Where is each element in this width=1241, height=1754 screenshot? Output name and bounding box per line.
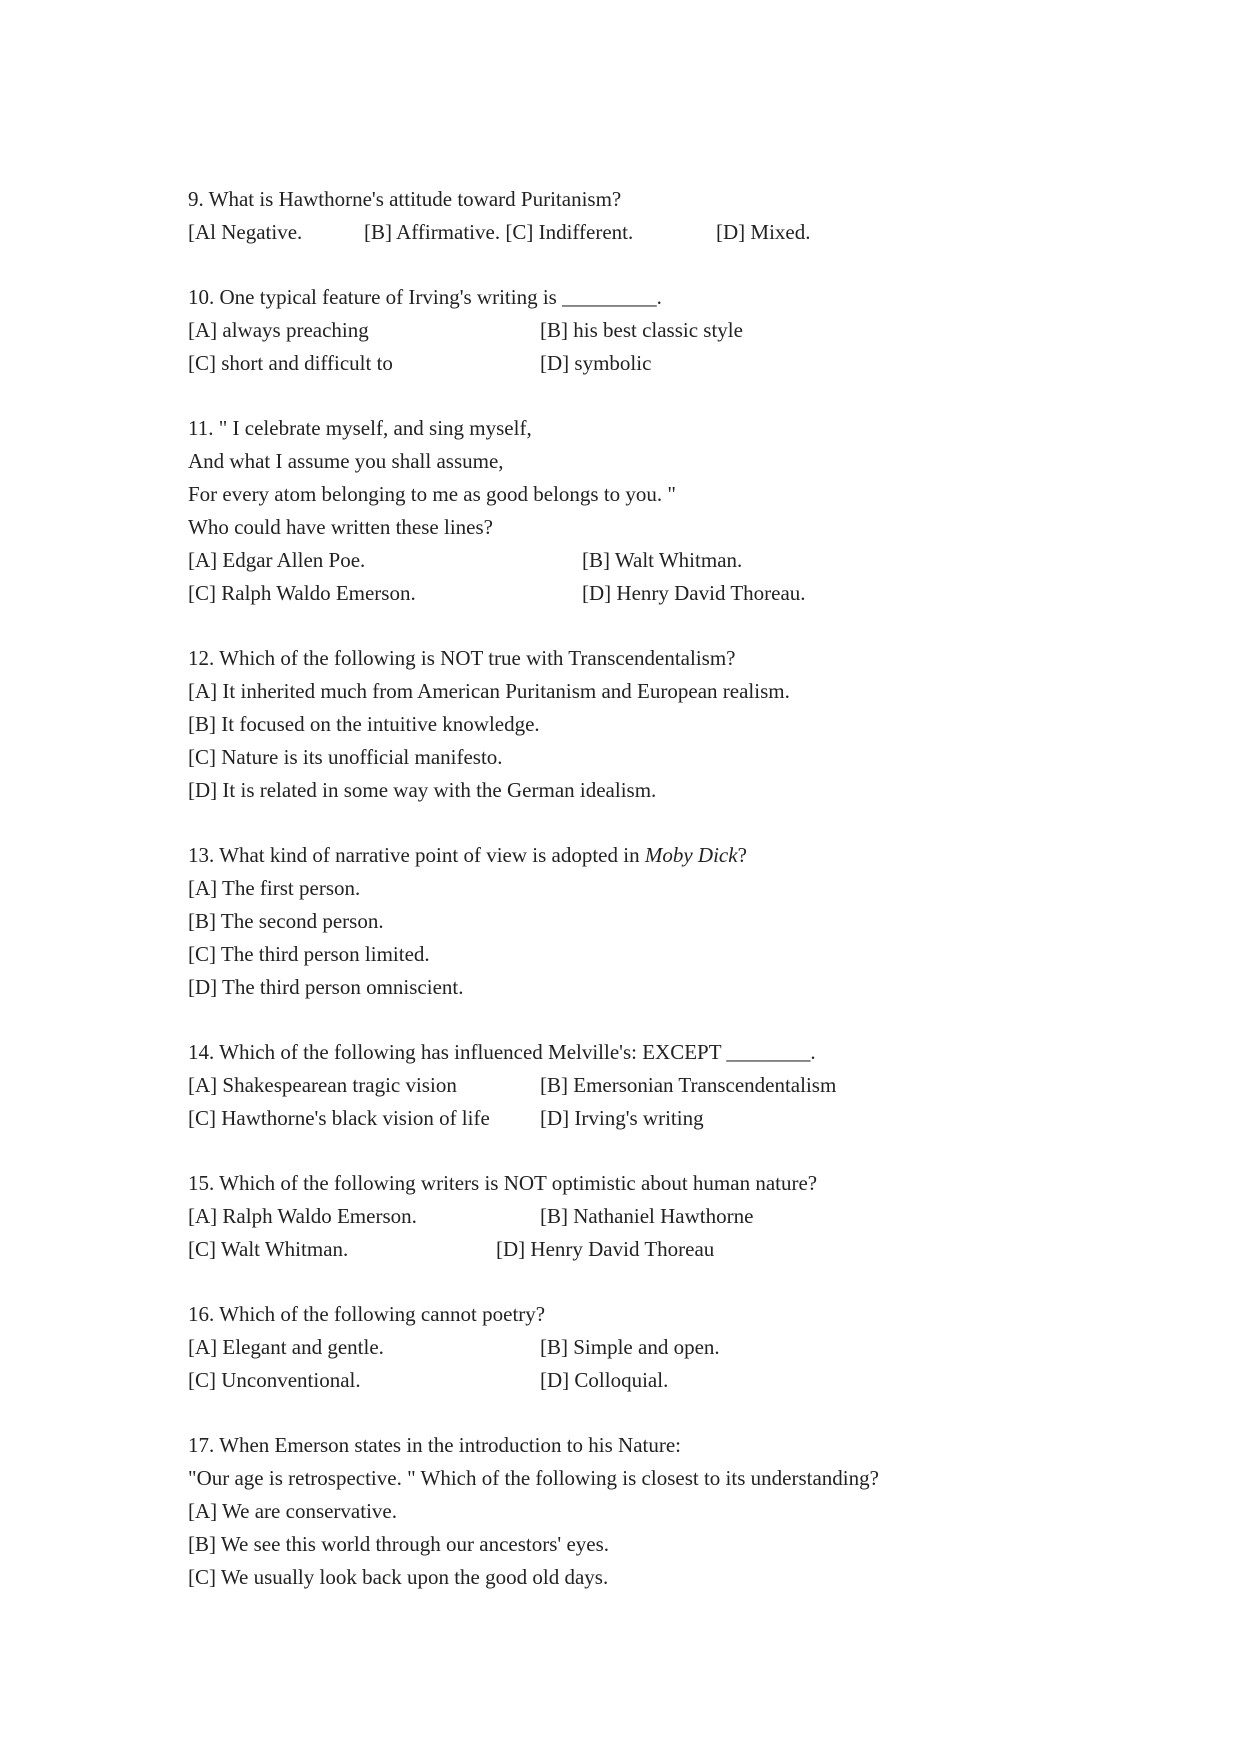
q10-stem: 10. One typical feature of Irving's writing is _________. <box>188 285 662 309</box>
q10-option-b: [B] his best classic style <box>540 318 743 342</box>
q9-option-a: [Al Negative. <box>188 220 303 244</box>
q13-option-c: [C] The third person limited. <box>188 942 430 966</box>
q16-stem: 16. Which of the following cannot poetry? <box>188 1302 546 1326</box>
q11-line-1: 11. " I celebrate myself, and sing myself, <box>188 416 532 440</box>
q14-option-b: [B] Emersonian Transcendentalism <box>540 1073 837 1097</box>
q11-line-3: For every atom belonging to me as good belongs to you. " <box>188 482 677 506</box>
q9-stem: 9. What is Hawthorne's attitude toward Puritanism? <box>188 187 622 211</box>
q11-option-b: [B] Walt Whitman. <box>582 548 743 572</box>
q10-option-d: [D] symbolic <box>540 351 652 375</box>
q14-option-c: [C] Hawthorne's black vision of life <box>188 1106 490 1130</box>
q15-option-d: [D] Henry David Thoreau <box>496 1237 715 1261</box>
q15-stem: 15. Which of the following writers is NOT optimistic about human nature? <box>188 1171 818 1195</box>
q13-stem <box>188 845 747 866</box>
q14-option-d: [D] Irving's writing <box>540 1106 704 1130</box>
q11-option-a: [A] Edgar Allen Poe. <box>188 548 366 572</box>
q13-option-a: [A] The first person. <box>188 876 361 900</box>
q12-option-b: [B] It focused on the intuitive knowledge. <box>188 712 540 736</box>
q13-stem-text: 13. What kind of narrative point of view is adopted in <box>188 843 645 867</box>
q17-line-1: 17. When Emerson states in the introduction to his Nature: <box>188 1433 682 1457</box>
q9-option-b-c: [B] Affirmative. [C] Indifferent. <box>364 220 634 244</box>
q12-option-d: [D] It is related in some way with the German idealism. <box>188 778 657 802</box>
q10-option-c: [C] short and difficult to <box>188 351 393 375</box>
q16-option-c: [C] Unconventional. <box>188 1368 361 1392</box>
q17-option-a: [A] We are conservative. <box>188 1499 397 1523</box>
q10-option-a: [A] always preaching <box>188 318 369 342</box>
q14-option-a: [A] Shakespearean tragic vision <box>188 1073 457 1097</box>
q17-line-2: "Our age is retrospective. " Which of the following is closest to its understanding? <box>188 1466 879 1490</box>
q17-option-c: [C] We usually look back upon the good old days. <box>188 1565 609 1589</box>
q15-option-c: [C] Walt Whitman. <box>188 1237 349 1261</box>
q12-stem: 12. Which of the following is NOT true with Transcendentalism? <box>188 646 736 670</box>
q16-option-d: [D] Colloquial. <box>540 1368 669 1392</box>
q16-option-b: [B] Simple and open. <box>540 1335 720 1359</box>
q14-stem: 14. Which of the following has influenced Melville's: EXCEPT ________. <box>188 1040 816 1064</box>
q13-option-d: [D] The third person omniscient. <box>188 975 464 999</box>
q13-stem-end: ? <box>737 843 747 867</box>
q15-option-a: [A] Ralph Waldo Emerson. <box>188 1204 417 1228</box>
q11-option-d: [D] Henry David Thoreau. <box>582 581 806 605</box>
q11-line-4: Who could have written these lines? <box>188 515 493 539</box>
q12-option-c: [C] Nature is its unofficial manifesto. <box>188 745 503 769</box>
q11-line-2: And what I assume you shall assume, <box>188 449 504 473</box>
q11-option-c: [C] Ralph Waldo Emerson. <box>188 581 416 605</box>
q13-option-b: [B] The second person. <box>188 909 384 933</box>
q17-option-b: [B] We see this world through our ancestors' eyes. <box>188 1532 610 1556</box>
q12-option-a: [A] It inherited much from American Puritanism and European realism. <box>188 679 790 703</box>
q15-option-b: [B] Nathaniel Hawthorne <box>540 1204 754 1228</box>
q13-book-title: Moby Dick <box>644 843 738 867</box>
q16-option-a: [A] Elegant and gentle. <box>188 1335 384 1359</box>
q9-option-d: [D] Mixed. <box>716 220 811 244</box>
